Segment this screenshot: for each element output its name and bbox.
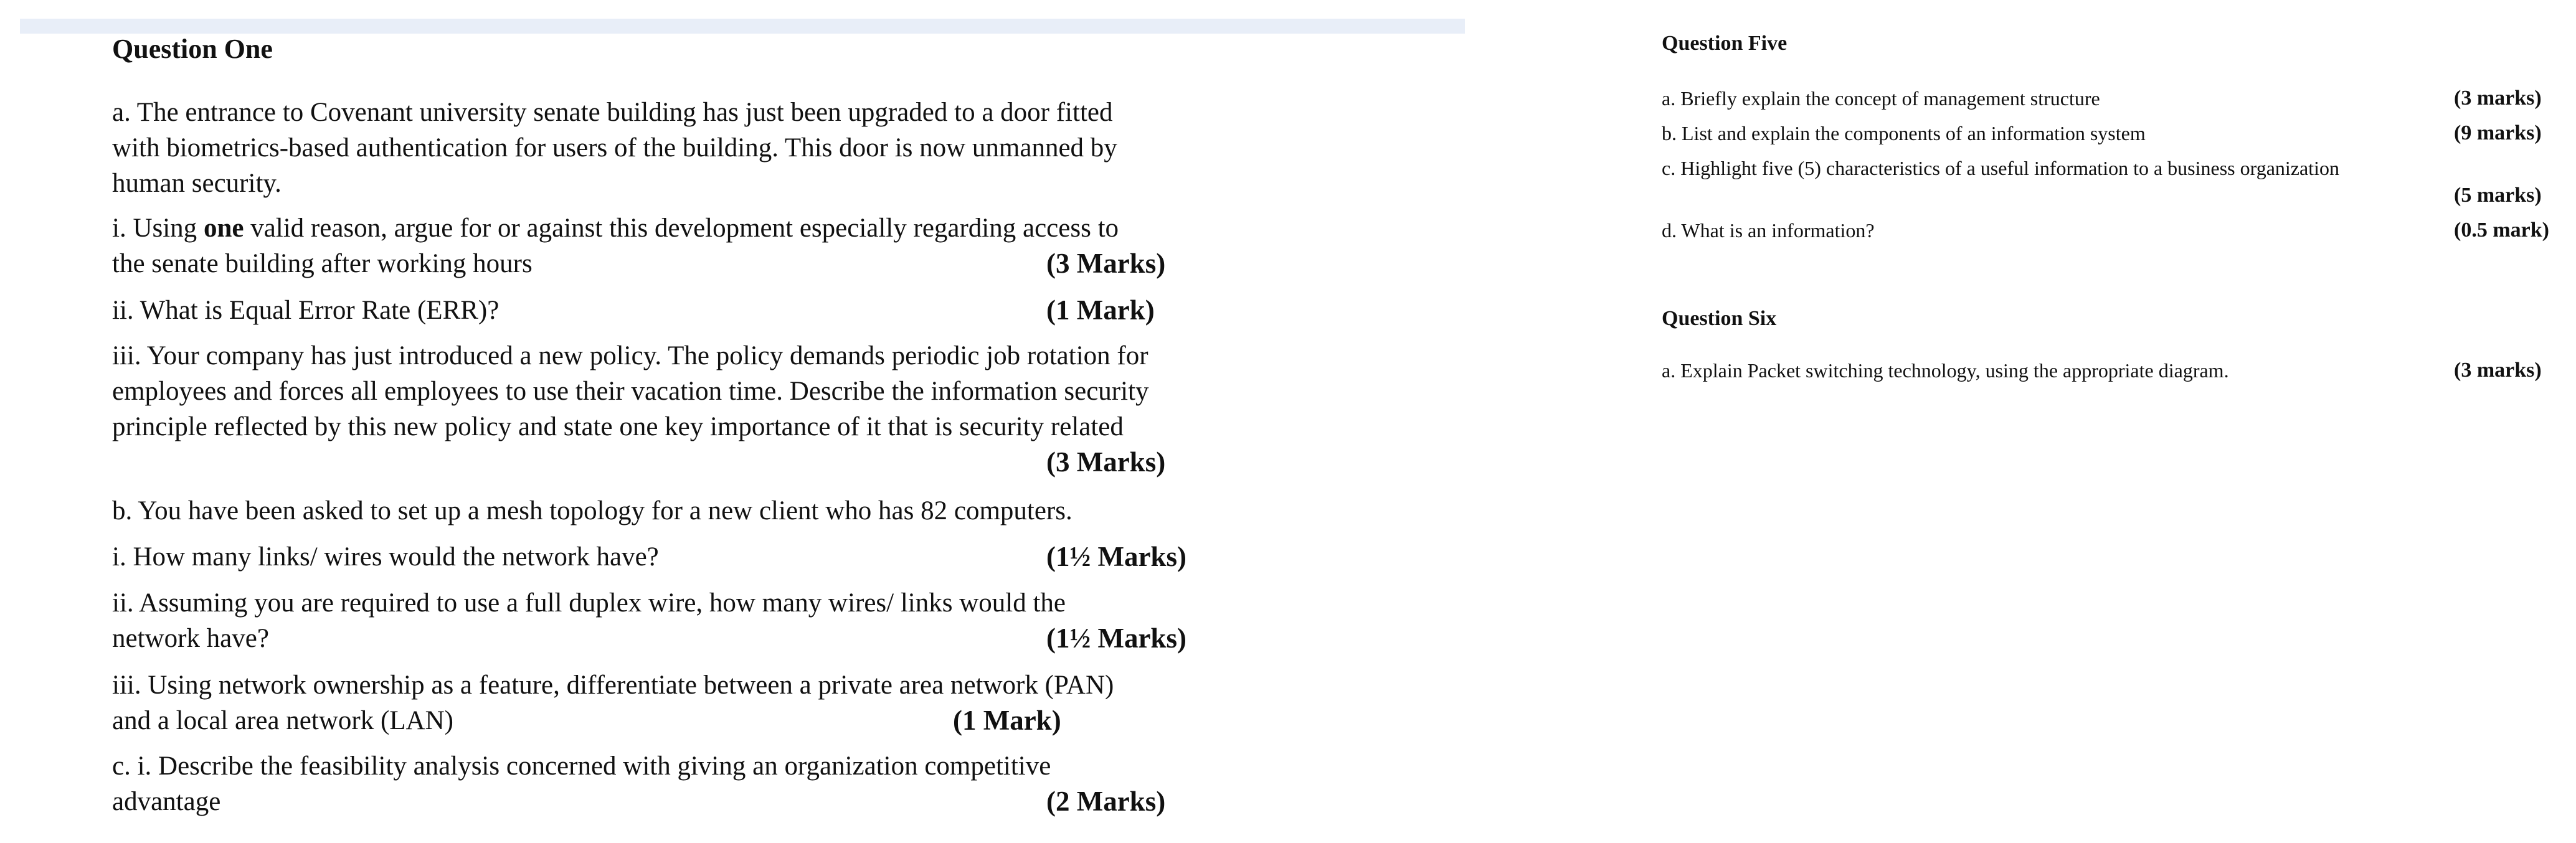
q1-b-intro: b. You have been asked to set up a mesh topology for a new client who has 82 computers. <box>112 496 1073 525</box>
q6-item-a: a. Explain Packet switching technology, using the appropriate diagram. <box>1662 359 2229 382</box>
q1-a-i-post: valid reason, argue for or against this development especially regarding access to <box>244 214 1119 243</box>
q1-a-i-line-2: the senate building after working hours <box>112 249 533 278</box>
q1-c-i-line-2: advantage <box>112 787 221 816</box>
q1-b-iii-marks: (1 Mark) <box>953 705 1061 736</box>
q5-item-b-marks: (9 marks) <box>2454 121 2542 144</box>
q6-item-a-marks: (3 marks) <box>2454 359 2542 382</box>
q1-a-intro-line-3: human security. <box>112 169 282 198</box>
q5-item-a: a. Briefly explain the concept of management structure <box>1662 87 2100 110</box>
q1-b-ii-marks: (1½ Marks) <box>1046 623 1186 654</box>
q1-a-ii-text: ii. What is Equal Error Rate (ERR)? <box>112 296 500 325</box>
q1-b-i-text: i. How many links/ wires would the network have? <box>112 542 659 572</box>
q1-a-iii-line-3: principle reflected by this new policy and state one key importance of it that is security related <box>112 412 1124 441</box>
q1-c-i-marks: (2 Marks) <box>1046 786 1166 817</box>
q1-a-ii-marks: (1 Mark) <box>1046 294 1155 326</box>
question-six-title: Question Six <box>1662 307 1777 330</box>
question-five-title: Question Five <box>1662 32 1788 55</box>
q5-item-c-marks: (5 marks) <box>2454 184 2542 207</box>
q1-a-i-bold: one <box>203 214 244 243</box>
q1-b-i-marks: (1½ Marks) <box>1046 541 1186 572</box>
q1-b-iii-line-1: iii. Using network ownership as a feature, differentiate between a private area network (PAN) <box>112 671 1114 700</box>
q1-a-iii-marks: (3 Marks) <box>1046 446 1166 478</box>
question-one-title: Question One <box>112 34 273 64</box>
q1-a-iii-line-2: employees and forces all employees to use their vacation time. Describe the information security <box>112 377 1149 406</box>
q1-b-ii-line-2: network have? <box>112 624 269 653</box>
q1-a-iii-line-1: iii. Your company has just introduced a new policy. The policy demands periodic job rotation for <box>112 341 1148 370</box>
q1-a-intro-line-1: a. The entrance to Covenant university senate building has just been upgraded to a door fitted <box>112 98 1113 127</box>
q1-a-i-line-1 <box>112 210 1119 246</box>
q5-item-d-marks: (0.5 mark) <box>2454 219 2549 242</box>
q5-item-b: b. List and explain the components of an information system <box>1662 122 2146 144</box>
questions-five-six-panel <box>1644 0 2576 843</box>
q1-a-i-marks: (3 Marks) <box>1046 248 1166 279</box>
q1-a-intro-line-2: with biometrics-based authentication for users of the building. This door is now unmanned by <box>112 133 1117 162</box>
q1-b-iii-line-2: and a local area network (LAN) <box>112 706 453 735</box>
q1-a-i-pre: i. Using <box>112 214 204 243</box>
q1-c-i-line-1: c. i. Describe the feasibility analysis concerned with giving an organization competitive <box>112 751 1051 781</box>
q1-b-ii-line-1: ii. Assuming you are required to use a full duplex wire, how many wires/ links would the <box>112 588 1066 618</box>
q5-item-a-marks: (3 marks) <box>2454 87 2542 110</box>
q5-item-c: c. Highlight five (5) characteristics of a useful information to a business organization <box>1662 157 2339 179</box>
q5-item-d: d. What is an information? <box>1662 219 1875 242</box>
